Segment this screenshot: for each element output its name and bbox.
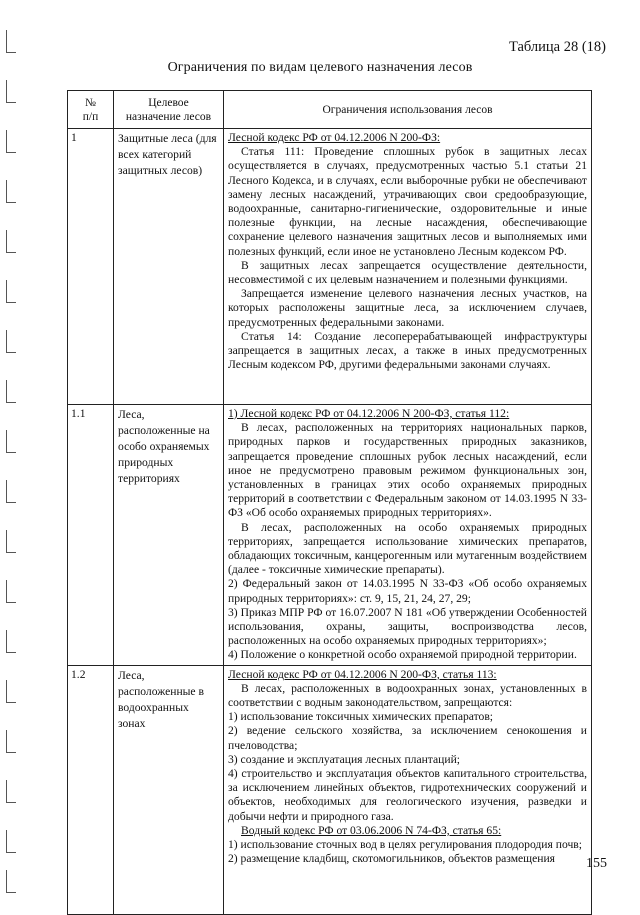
row-num: 1 xyxy=(68,129,114,405)
table-row xyxy=(68,405,592,666)
table-number: Таблица 28 (18) xyxy=(508,39,606,55)
table-header-row xyxy=(68,91,592,129)
header-purpose: Целевое назначение лесов xyxy=(114,91,224,129)
table-row xyxy=(68,129,592,405)
paragraph: 2) размещение кладбищ, скотомогильников, объектов размещения xyxy=(228,852,555,866)
paragraph: 3) создание и эксплуатация лесных плантаций; xyxy=(228,752,460,766)
paragraph: 2) Федеральный закон от 14.03.1995 N 33-ФЗ «Об особо охраняемых природных территориях»: ст. 9, 15, 21, 24, 27, 29; xyxy=(228,577,587,605)
paragraph: 4) строительство и эксплуатация объектов капитального строительства, за исключением линейных объектов, гидротехнических сооружений и объектов, необходимых для геологического изучения, разведки и добычи нефти и природного газа. xyxy=(228,767,587,823)
paragraph: В лесах, расположенных на территориях национальных парков, природных парков и государственных природных заказников, запрещается проведение сплошных рубок лесных насаждений, если иное не предусмотрено правовым режимом функциональных зон, установленных в границах этих особо охраняемых природных территорий в соответствии с Федеральным законом от 14.03.1995 N 33-ФЗ «Об особо охраняемых природных территориях». xyxy=(228,421,587,520)
paragraph: Лесной кодекс РФ от 04.12.2006 N 200-ФЗ, статья 113: xyxy=(228,667,497,681)
restrictions-table xyxy=(67,90,592,915)
paragraph: В защитных лесах запрещается осуществление деятельности, несовместимой с их целевым назначением и полезными функциями. xyxy=(228,258,587,287)
row-restrictions xyxy=(224,665,592,914)
row-restrictions xyxy=(224,129,592,405)
paragraph: 1) использование токсичных химических препаратов; xyxy=(228,710,494,724)
paragraph: 1) использование сточных вод в целях регулирования плодородия почв; xyxy=(228,838,582,852)
page-number: 155 xyxy=(586,856,607,871)
row-num: 1.2 xyxy=(68,665,114,914)
paragraph: Запрещается изменение целевого назначения лесных участков, на которых расположены защитные леса, за исключением случаев, предусмотренных федеральными законами. xyxy=(228,287,587,329)
row-restrictions xyxy=(224,405,592,666)
paragraph: Водный кодекс РФ от 03.06.2006 N 74-ФЗ, статья 65: xyxy=(241,823,502,837)
row-purpose: Леса, расположенные на особо охраняемых природных территориях xyxy=(114,405,224,666)
paragraph: В лесах, расположенных на особо охраняемых природных территориях, запрещается использование химических препаратов, обладающих токсичным, канцерогенным или мутагенным воздействием (далее - токсичные химические препараты). xyxy=(228,520,587,577)
header-restrictions: Ограничения использования лесов xyxy=(224,91,592,129)
binding-marks xyxy=(6,30,22,890)
row-num: 1.1 xyxy=(68,405,114,666)
paragraph: 3) Приказ МПР РФ от 16.07.2007 N 181 «Об утверждении Особенностей использования, охраны, защиты, воспроизводства лесов, расположенных на особо охраняемых природных территориях»; xyxy=(228,605,587,648)
paragraph: Лесной кодекс РФ от 04.12.2006 N 200-ФЗ: xyxy=(228,131,441,144)
paragraph: 1) Лесной кодекс РФ от 04.12.2006 N 200-ФЗ, статья 112: xyxy=(228,407,510,420)
header-num: № п/п xyxy=(68,91,114,129)
row-purpose: Защитные леса (для всех категорий защитных лесов) xyxy=(114,129,224,405)
paragraph: Статья 14: Создание лесоперерабатывающей инфраструктуры запрещается в защитных лесах, а также в иных предусмотренных Лесным кодексом РФ, другими федеральными законами случаях. xyxy=(228,329,587,372)
paragraph: В лесах, расположенных в водоохранных зонах, установленных в соответствии с водным законодательством, запрещаются: xyxy=(228,681,587,710)
paragraph: 2) ведение сельского хозяйства, за исключением сенокошения и пчеловодства; xyxy=(228,724,587,752)
table-row xyxy=(68,665,592,914)
paragraph: 4) Положение о конкретной особо охраняемой природной территории. xyxy=(228,648,577,662)
row-purpose: Леса, расположенные в водоохранных зонах xyxy=(114,665,224,914)
paragraph: Статья 111: Проведение сплошных рубок в защитных лесах осуществляется в случаях, предусмотренных частью 5.1 статьи 21 Лесного Кодекса, и в случаях, если выборочные рубки не обеспечивают замену лесных насаждений, утрачивающих свои средообразующие, водоохранные, санитарно-гигиенические, оздоровительные и иные полезные функции, на лесные насаждения, обеспечивающие сохранение целевого назначения защитных лесов и выполняемых ими полезных функций, если иное не установлено Лесным кодексом РФ. xyxy=(228,145,587,258)
page-title: Ограничения по видам целевого назначения лесов xyxy=(167,60,473,75)
